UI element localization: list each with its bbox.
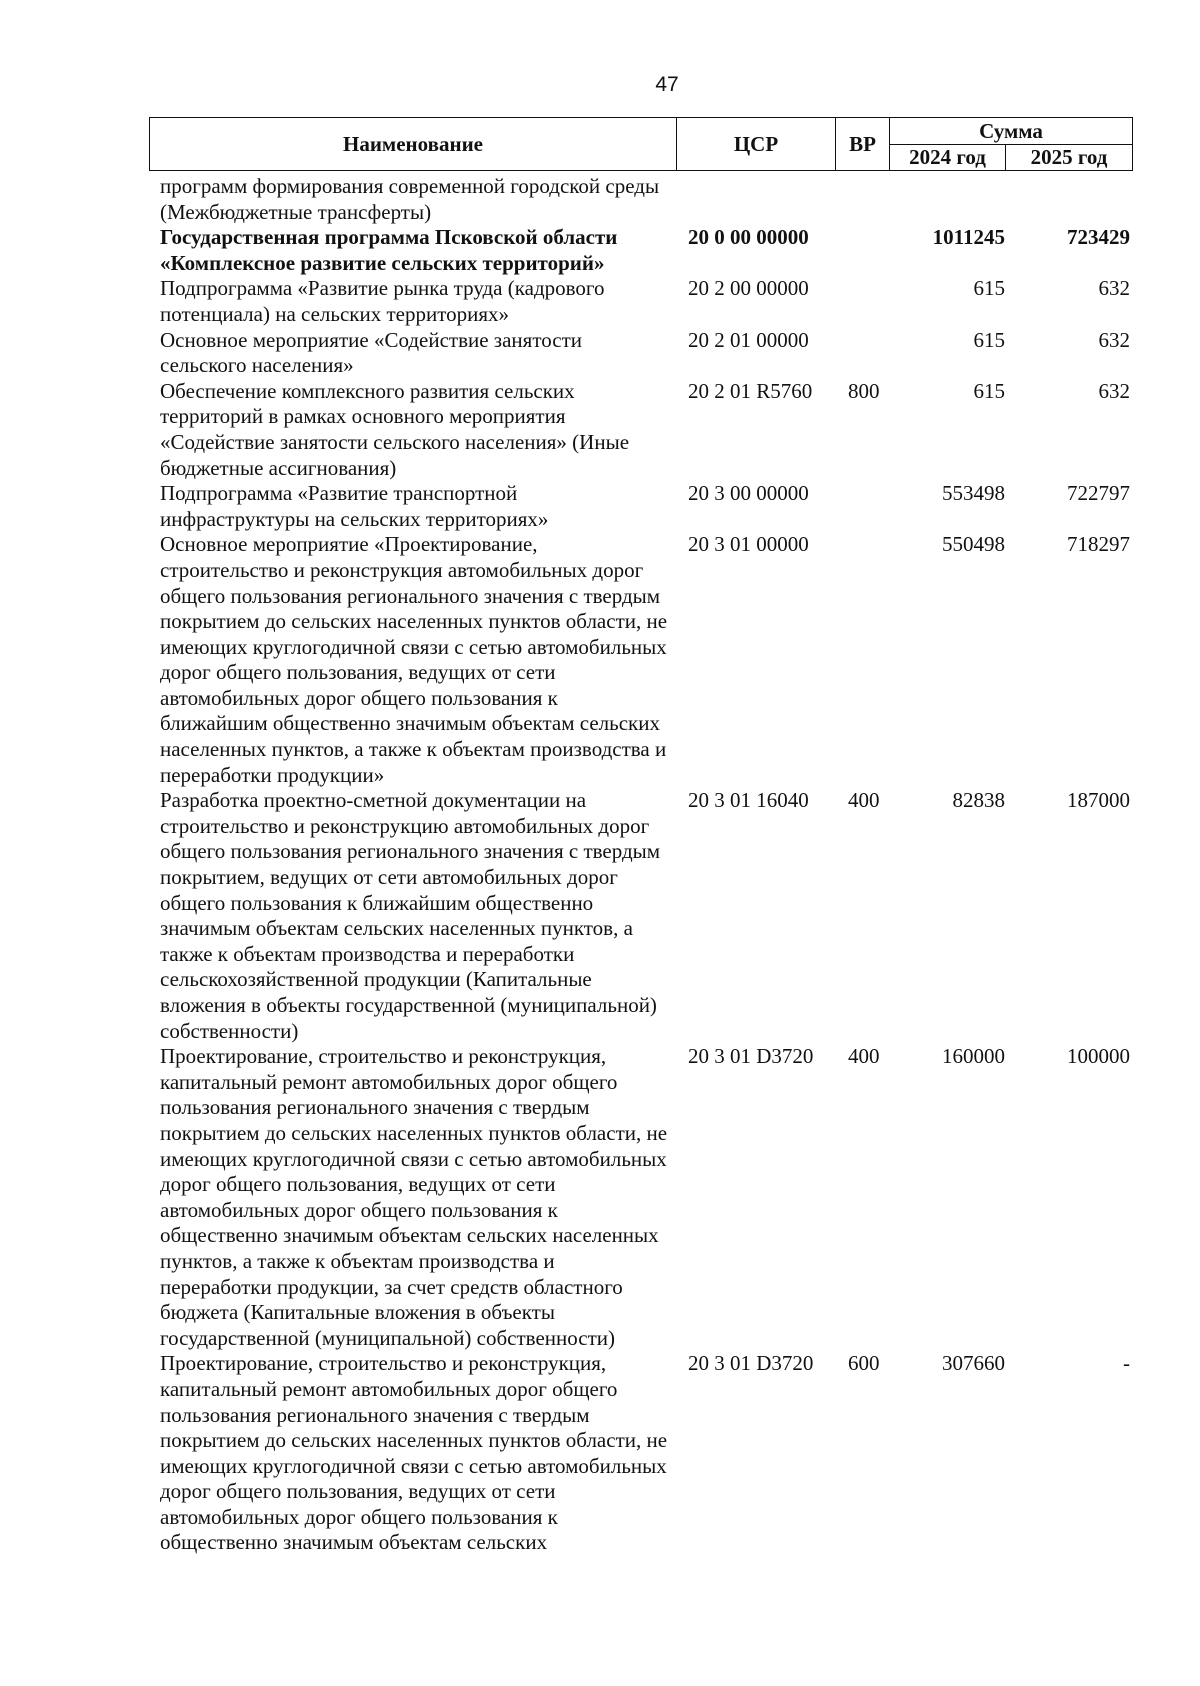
row-csr: 20 3 01 D3720: [688, 1044, 814, 1069]
header-year-2025: 2025 год: [1006, 145, 1133, 171]
row-name: Подпрограмма «Развитие транспортной инфраструктуры на сельских территориях»: [160, 481, 549, 531]
row-sum-2024: 615: [973, 276, 1005, 301]
row-vr: 400: [848, 788, 880, 813]
page-number: 47: [655, 73, 679, 96]
row-name: Проектирование, строительство и реконструкция, капитальный ремонт автомобильных дорог общего пользования регионального значения с твердым покрытием до сельских населенных пунктов области, не имеющих круглогодичной связи с сетью автомобильных дорог общего пользования, ведущих от сети автомобильных дорог общего пользования к общественно значимым объектам сельских: [160, 1351, 668, 1555]
row-vr: 600: [848, 1351, 880, 1376]
row-csr: 20 0 00 00000: [688, 225, 809, 250]
row-sum-2024: 160000: [942, 1044, 1005, 1069]
row-csr: 20 2 01 00000: [688, 327, 809, 352]
row-csr: 20 3 00 00000: [688, 481, 809, 506]
row-sum-2024: 550498: [942, 532, 1005, 557]
row-sum-2025: 632: [1098, 378, 1130, 403]
table-row: [160, 788, 1130, 1044]
row-name: Основное мероприятие «Содействие занятости сельского населения»: [160, 327, 582, 378]
row-csr: 20 3 01 D3720: [688, 1351, 814, 1376]
row-sum-2025: 718297: [1067, 532, 1130, 557]
header-csr: ЦСР: [677, 118, 836, 171]
row-sum-2024: 307660: [942, 1351, 1005, 1376]
row-sum-2024: 553498: [942, 481, 1005, 506]
table-row: [160, 379, 1130, 481]
row-csr: 20 3 01 16040: [688, 788, 809, 813]
row-sum-2025: 632: [1098, 276, 1130, 301]
header-year-2024: 2024 год: [890, 145, 1006, 171]
row-csr: 20 3 01 00000: [688, 532, 809, 557]
row-sum-2025: 723429: [1067, 225, 1130, 250]
row-name: Основное мероприятие «Проектирование, строительство и реконструкция автомобильных дорог общего пользования регионального значения с твердым покрытием до сельских населенных пунктов области, не имеющих круглогодичной связи с сетью автомобильных дорог общего пользования, ведущих от сети автомобильных дорог общего пользования к ближайшим общественно значимым объектам сельских населенных пунктов, а также к объектам производства и переработки продукции»: [160, 532, 668, 787]
row-sum-2025: 100000: [1067, 1044, 1130, 1069]
row-sum-2025: 722797: [1067, 481, 1130, 506]
row-sum-2025: -: [1123, 1351, 1130, 1376]
row-csr: 20 2 01 R5760: [688, 378, 813, 403]
header-name: Наименование: [150, 118, 677, 171]
row-sum-2024: 615: [973, 378, 1005, 403]
table-row: [160, 174, 1130, 225]
row-name: Разработка проектно-сметной документации на строительство и реконструкцию автомобильных дорог общего пользования регионального значения с твердым покрытием, ведущих от сети автомобильных дорог общего пользования к ближайшим общественно значимым объектам сельских населенных пунктов, а также к объектам производства и переработки сельскохозяйственной продукции (Капитальные вложения в объекты государственной (муниципальной) собственности): [160, 788, 661, 1043]
row-name: Проектирование, строительство и реконструкция, капитальный ремонт автомобильных дорог общего пользования регионального значения с твердым покрытием до сельских населенных пунктов области, не имеющих круглогодичной связи с сетью автомобильных дорог общего пользования, ведущих от сети автомобильных дорог общего пользования к общественно значимым объектам сельских населенных пунктов, а также к объектам производства и переработки продукции, за счет средств областного бюджета (Капитальные вложения в объекты государственной (муниципальной) собственности): [160, 1044, 668, 1350]
table-header: [149, 117, 1133, 171]
table-row: [160, 481, 1130, 532]
table-row: [160, 1044, 1130, 1351]
table-body: [160, 174, 1130, 1556]
row-sum-2024: 615: [973, 327, 1005, 352]
row-sum-2025: 187000: [1067, 788, 1130, 813]
table-row: [160, 225, 1130, 276]
table-row: [160, 1351, 1130, 1556]
row-vr: 400: [848, 1044, 880, 1069]
row-sum-2024: 1011245: [932, 225, 1005, 250]
row-name: программ формирования современной городской среды (Межбюджетные трансферты): [160, 174, 660, 224]
table-row: [160, 328, 1130, 379]
row-vr: 800: [848, 378, 880, 403]
row-name: Государственная программа Псковской области «Комплексное развитие сельских территорий»: [160, 225, 618, 275]
table-row: [160, 276, 1130, 327]
row-sum-2025: 632: [1098, 327, 1130, 352]
row-csr: 20 2 00 00000: [688, 276, 809, 301]
row-sum-2024: 82838: [952, 788, 1005, 813]
header-sum: Сумма: [890, 118, 1133, 145]
header-vr: ВР: [836, 118, 890, 171]
table-row: [160, 532, 1130, 788]
row-name: Обеспечение комплексного развития сельских территорий в рамках основного мероприятия «Содействие занятости сельского населения» (Иные бюджетные ассигнования): [160, 378, 630, 480]
row-name: Подпрограмма «Развитие рынка труда (кадрового потенциала) на сельских территориях»: [160, 276, 605, 326]
